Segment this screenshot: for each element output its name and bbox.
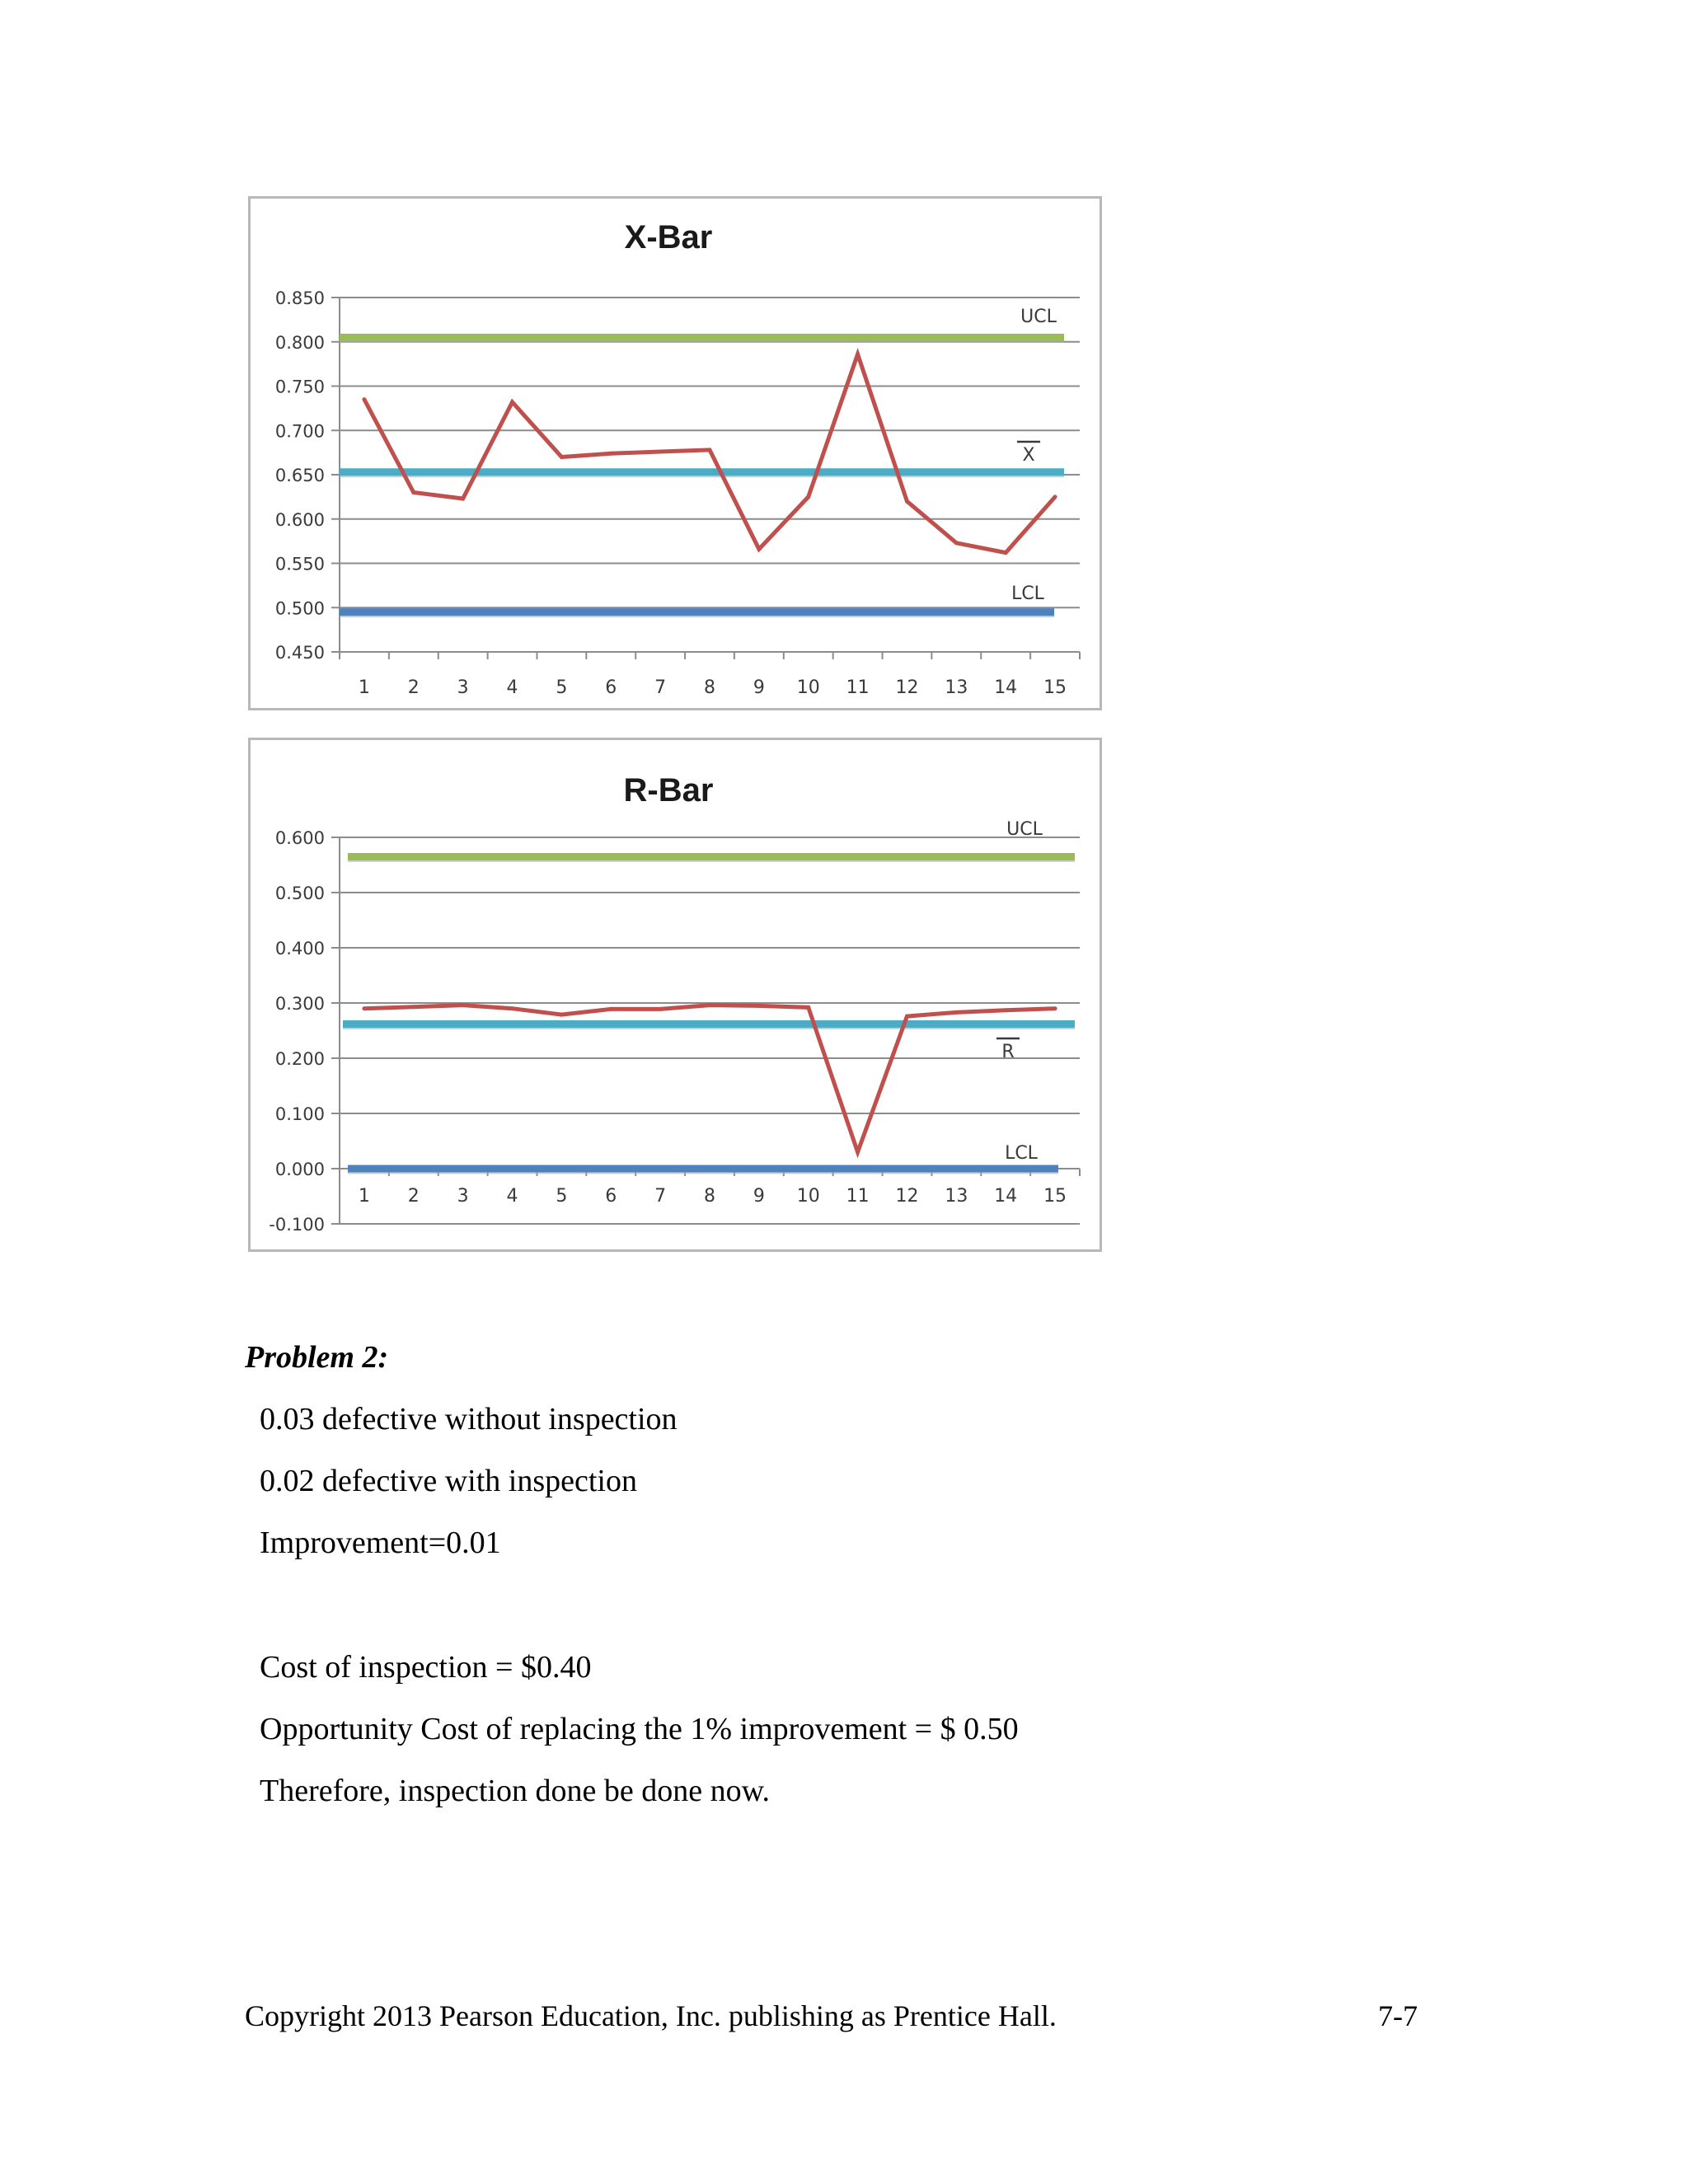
x-tick-label: 9 [753,1186,765,1207]
problem-line-improvement: Improvement=0.01 [260,1526,501,1560]
reference-line-label: LCL [1011,583,1044,604]
data-point [1004,551,1008,555]
x-tick-label: 3 [457,677,469,698]
y-tick-label: 0.650 [274,466,325,485]
x-tick-label: 6 [605,677,617,698]
x-tick-label: 8 [704,677,715,698]
reference-line-label: R [1001,1042,1015,1062]
problem-line-conclusion: Therefore, inspection done be done now. [260,1774,771,1808]
x-tick-label: 12 [895,1186,919,1207]
y-tick-label: 0.700 [274,421,325,442]
y-tick-label: -0.100 [269,1215,325,1235]
x-tick-label: 10 [796,1186,820,1207]
x-tick-label: 2 [407,1186,420,1207]
data-point [659,1007,663,1011]
y-tick-label: 0.200 [274,1049,325,1069]
y-tick-label: 0.500 [274,883,325,903]
data-point [954,541,959,545]
data-point [806,1005,810,1010]
data-series-line [364,354,1055,553]
footer-copyright: Copyright 2013 Pearson Education, Inc. publishing as Prentice Hall. [245,1999,1057,2032]
data-point [659,450,663,454]
y-tick-label: 0.600 [274,509,325,530]
data-point [609,452,613,456]
data-point [708,1003,712,1007]
data-point [905,499,909,504]
data-point [560,1013,564,1017]
y-tick-label: 0.000 [274,1160,325,1179]
y-tick-label: 0.550 [274,554,325,574]
data-point [954,1010,959,1015]
x-tick-label: 2 [407,677,420,698]
x-tick-label: 13 [945,677,968,698]
r-bar-chart [248,738,1102,1252]
footer-page-number: 7-7 [1378,1999,1418,2032]
data-point [461,1003,465,1007]
chart-title: X-Bar [624,219,713,255]
y-tick-label: 0.300 [274,994,325,1014]
x-tick-label: 15 [1043,677,1067,698]
y-tick-label: 0.100 [274,1104,325,1124]
data-point [1053,1006,1057,1010]
data-point [757,1004,761,1008]
y-tick-label: 0.450 [274,643,325,663]
data-point [461,497,465,501]
x-tick-label: 1 [358,677,370,698]
data-point [1004,1008,1008,1012]
y-tick-label: 0.850 [274,288,325,308]
x-tick-label: 11 [846,677,870,698]
reference-line-label: X [1022,445,1035,466]
reference-line-label: UCL [1020,307,1057,327]
x-tick-label: 13 [945,1186,968,1207]
reference-line-label: UCL [1006,819,1043,840]
x-tick-label: 7 [654,677,667,698]
data-point [362,1006,366,1010]
data-point [411,1005,415,1009]
data-point [708,448,712,452]
problem-heading: Problem 2: [245,1340,389,1375]
data-point [609,1007,613,1011]
problem-line-defective-without: 0.03 defective without inspection [260,1402,678,1436]
x-tick-label: 8 [704,1186,715,1207]
problem-line-opportunity-cost: Opportunity Cost of replacing the 1% improvement = $ 0.50 [260,1712,1019,1746]
data-point [362,397,366,401]
r-bar-chart-svg [251,740,1100,1249]
data-point [757,547,761,551]
data-point [560,455,564,459]
data-point [411,490,415,494]
y-tick-label: 0.500 [274,598,325,619]
y-tick-label: 0.400 [274,939,325,958]
x-tick-label: 12 [895,677,919,698]
x-bar-chart-svg [251,199,1100,708]
data-point [1053,494,1057,499]
x-tick-label: 6 [605,1186,617,1207]
y-tick-label: 0.800 [274,332,325,353]
x-tick-label: 3 [457,1186,469,1207]
data-point [856,1150,860,1154]
x-tick-label: 11 [846,1186,870,1207]
y-tick-label: 0.600 [274,828,325,848]
problem-line-cost-of-inspection: Cost of inspection = $0.40 [260,1650,592,1685]
x-tick-label: 10 [796,677,820,698]
x-tick-label: 5 [556,677,568,698]
data-point [905,1015,909,1019]
data-point [856,352,860,356]
x-tick-label: 4 [506,1186,518,1207]
chart-title: R-Bar [623,772,714,808]
x-tick-label: 7 [654,1186,667,1207]
problem-line-defective-with: 0.02 defective with inspection [260,1464,637,1498]
y-tick-label: 0.750 [274,377,325,397]
x-tick-label: 14 [994,677,1018,698]
x-tick-label: 14 [994,1186,1018,1207]
data-point [510,1006,514,1010]
reference-line-label: LCL [1005,1143,1038,1164]
x-tick-label: 5 [556,1186,568,1207]
data-point [806,494,810,499]
x-bar-chart [248,196,1102,710]
x-tick-label: 15 [1043,1186,1067,1207]
x-tick-label: 9 [753,677,765,698]
data-point [510,400,514,404]
x-tick-label: 1 [358,1186,370,1207]
x-tick-label: 4 [506,677,518,698]
